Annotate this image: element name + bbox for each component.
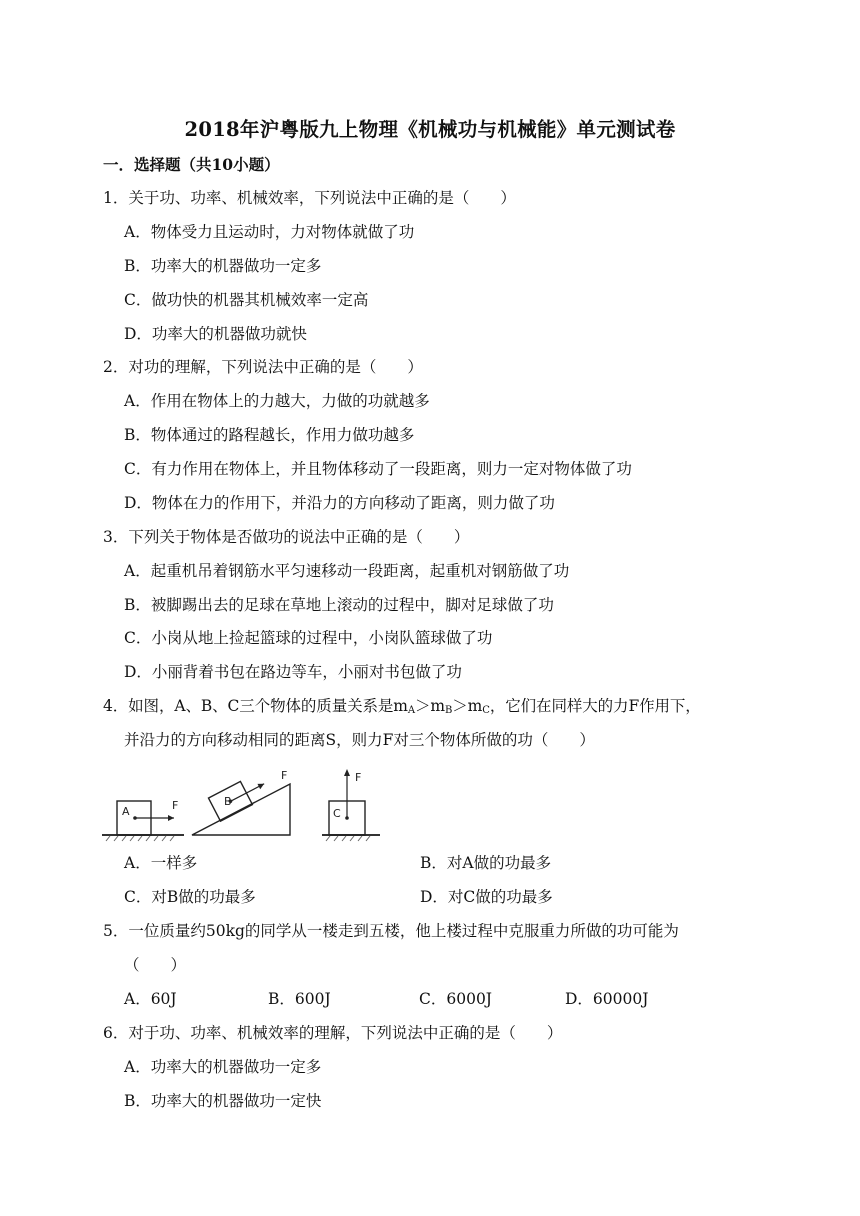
question-5-stem-line2: （ ） <box>124 956 187 974</box>
figure-label-b: B <box>224 795 232 808</box>
question-2-option-c: C．有力作用在物体上，并且物体移动了一段距离，则力一定对物体做了功 <box>124 460 632 478</box>
figure-label-f-b: F <box>281 769 288 782</box>
question-4-option-a: A．一样多 <box>124 854 198 872</box>
question-4-stem-line1: 4．如图，A、B、C三个物体的质量关系是$m_A>m_B>m_C$，它们在同样大的力F作用下， <box>103 697 701 716</box>
page-title: 2018年沪粤版九上物理《机械功与机械能》单元测试卷 <box>184 118 676 141</box>
question-5-option-b: B．600J <box>268 990 331 1008</box>
figure-label-f-c: F <box>355 771 362 784</box>
question-4-stem-line2: 并沿力的方向移动相同的距离S，则力F对三个物体所做的功（ ） <box>124 731 595 749</box>
question-3-option-a: A．起重机吊着钢筋水平匀速移动一段距离，起重机对钢筋做了功 <box>124 562 570 580</box>
question-3-option-b: B．被脚踢出去的足球在草地上滚动的过程中，脚对足球做了功 <box>124 596 554 614</box>
question-5-option-d: D．60000J <box>565 990 649 1008</box>
figure-label-c: C <box>333 807 341 820</box>
question-1-option-d: D．功率大的机器做功就快 <box>124 325 307 343</box>
question-3-stem: 3．下列关于物体是否做功的说法中正确的是（ ） <box>103 528 470 546</box>
question-6-option-a: A．功率大的机器做功一定多 <box>124 1058 322 1076</box>
figure-label-f-a: F <box>172 799 179 812</box>
question-1-option-c: C．做功快的机器其机械效率一定高 <box>124 291 369 309</box>
question-1-option-b: B．功率大的机器做功一定多 <box>124 257 322 275</box>
question-2-option-d: D．物体在力的作用下，并沿力的方向移动了距离，则力做了功 <box>124 494 555 512</box>
question-4-option-d: D．对C做的功最多 <box>420 888 553 906</box>
question-5-option-a: A．60J <box>124 990 177 1008</box>
question-4-option-b: B．对A做的功最多 <box>420 854 552 872</box>
question-1-stem: 1．关于功、功率、机械效率，下列说法中正确的是（ ） <box>103 189 516 207</box>
question-2-stem: 2．对功的理解，下列说法中正确的是（ ） <box>103 358 423 376</box>
question-2-option-b: B．物体通过的路程越长，作用力做功越多 <box>124 426 415 444</box>
question-3-option-c: C．小岗从地上捡起篮球的过程中，小岗队篮球做了功 <box>124 629 493 647</box>
question-1-option-a: A．物体受力且运动时，力对物体就做了功 <box>124 223 415 241</box>
question-5-option-c: C．6000J <box>419 990 493 1008</box>
question-3-option-d: D．小丽背着书包在路边等车，小丽对书包做了功 <box>124 663 462 681</box>
question-4-option-c: C．对B做的功最多 <box>124 888 256 906</box>
question-6-option-b: B．功率大的机器做功一定快 <box>124 1092 322 1110</box>
question-6-stem: 6．对于功、功率、机械效率的理解，下列说法中正确的是（ ） <box>103 1024 563 1042</box>
question-4-figure <box>100 757 382 843</box>
question-2-option-a: A．作用在物体上的力越大，力做的功就越多 <box>124 392 430 410</box>
section-heading: 一．选择题（共10小题） <box>103 155 280 174</box>
question-5-stem-line1: 5．一位质量约50kg的同学从一楼走到五楼，他上楼过程中克服重力所做的功可能为 <box>103 922 679 940</box>
figure-label-a: A <box>122 805 130 818</box>
